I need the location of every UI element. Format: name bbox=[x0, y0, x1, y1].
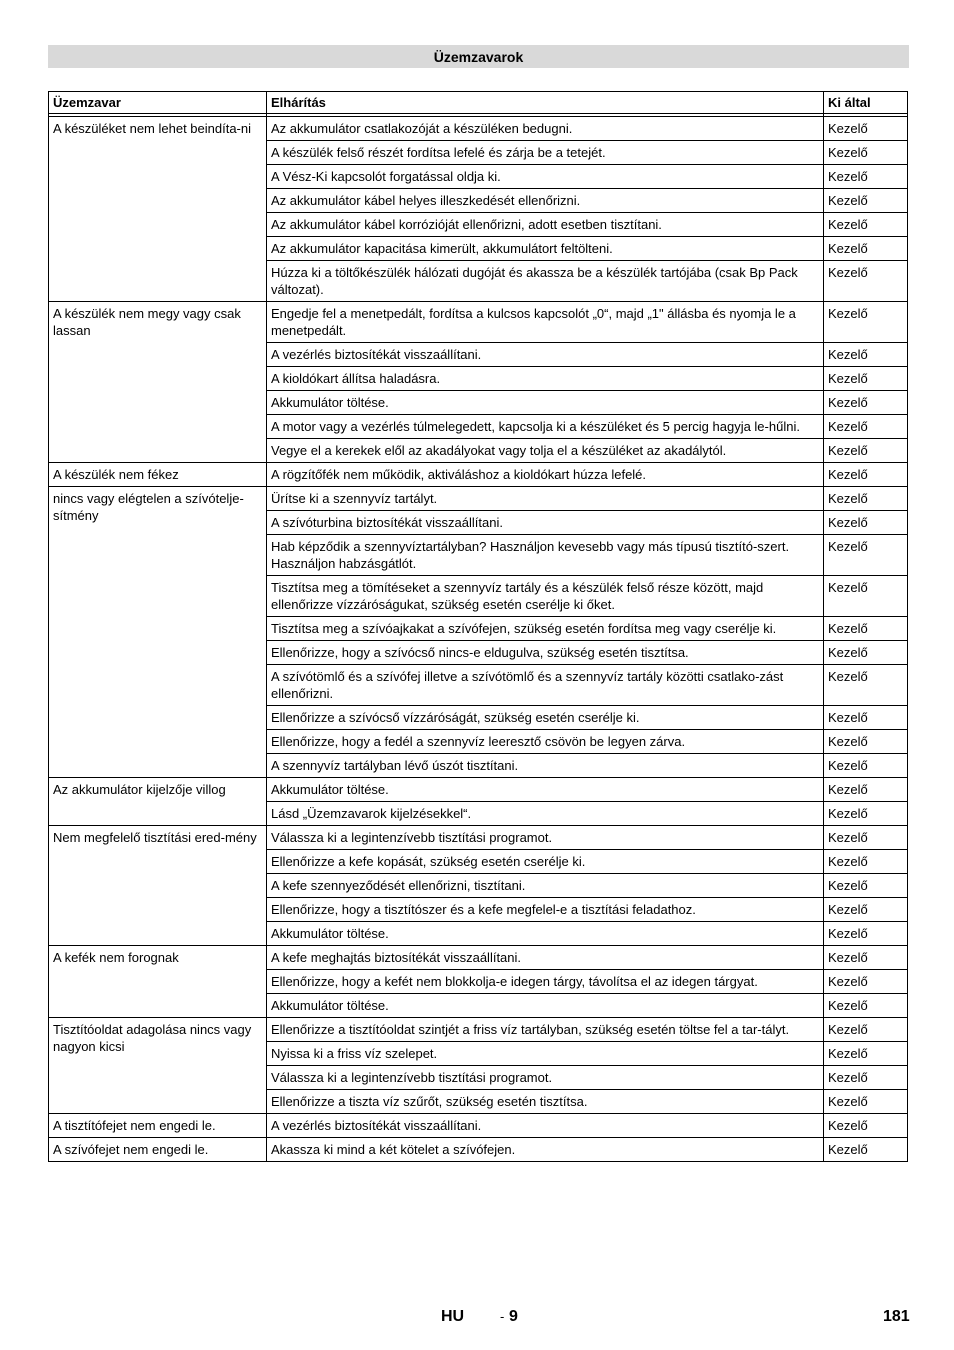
remedy-cell: Válassza ki a legintenzívebb tisztítási programot. bbox=[267, 1066, 824, 1090]
footer-page-number: 181 bbox=[883, 1308, 910, 1325]
fault-cell: A készüléket nem lehet beindíta-ni bbox=[49, 117, 267, 302]
troubleshooting-table bbox=[48, 91, 908, 1162]
remedy-cell: A vezérlés biztosítékát visszaállítani. bbox=[267, 1114, 824, 1138]
responsible-cell: Kezelő bbox=[824, 141, 908, 165]
table-row bbox=[49, 1138, 908, 1162]
table-header-row bbox=[49, 92, 908, 114]
responsible-cell: Kezelő bbox=[824, 850, 908, 874]
remedy-cell: A kefe szennyeződését ellenőrizni, tisztítani. bbox=[267, 874, 824, 898]
fault-cell: A tisztítófejet nem engedi le. bbox=[49, 1114, 267, 1138]
responsible-cell: Kezelő bbox=[824, 922, 908, 946]
responsible-cell: Kezelő bbox=[824, 511, 908, 535]
responsible-cell: Kezelő bbox=[824, 826, 908, 850]
responsible-cell: Kezelő bbox=[824, 1090, 908, 1114]
fault-cell: A készülék nem megy vagy csak lassan bbox=[49, 302, 267, 463]
remedy-cell: A kioldókart állítsa haladásra. bbox=[267, 367, 824, 391]
section-title: Üzemzavarok bbox=[48, 45, 909, 68]
footer-language: HU bbox=[441, 1308, 465, 1325]
header-remedy: Elhárítás bbox=[267, 92, 824, 114]
table-row bbox=[49, 463, 908, 487]
remedy-cell: Ellenőrizze, hogy a szívócső nincs-e eldugulva, szükség esetén tisztítsa. bbox=[267, 641, 824, 665]
responsible-cell: Kezelő bbox=[824, 576, 908, 617]
responsible-cell: Kezelő bbox=[824, 165, 908, 189]
responsible-cell: Kezelő bbox=[824, 463, 908, 487]
remedy-cell: Húzza ki a töltőkészülék hálózati dugóját és akassza be a készülék tartójába (csak Bp Pack változat). bbox=[267, 261, 824, 302]
remedy-cell: Ellenőrizze, hogy a fedél a szennyvíz leeresztő csövön be legyen zárva. bbox=[267, 730, 824, 754]
remedy-cell: Ellenőrizze a szívócső vízzáróságát, szükség esetén cserélje ki. bbox=[267, 706, 824, 730]
responsible-cell: Kezelő bbox=[824, 213, 908, 237]
responsible-cell: Kezelő bbox=[824, 874, 908, 898]
remedy-cell: Ellenőrizze a kefe kopását, szükség esetén cserélje ki. bbox=[267, 850, 824, 874]
remedy-cell: Az akkumulátor kábel helyes illeszkedését ellenőrizni. bbox=[267, 189, 824, 213]
header-fault: Üzemzavar bbox=[49, 92, 267, 114]
remedy-cell: Vegye el a kerekek elől az akadályokat vagy tolja el a készüléket az akadálytól. bbox=[267, 439, 824, 463]
remedy-cell: Akkumulátor töltése. bbox=[267, 391, 824, 415]
remedy-cell: A szívóturbina biztosítékát visszaállítani. bbox=[267, 511, 824, 535]
remedy-cell: Engedje fel a menetpedált, fordítsa a kulcsos kapcsolót „0“, majd „1" állásba és nyomja le a menetpedált. bbox=[267, 302, 824, 343]
fault-cell: A készülék nem fékez bbox=[49, 463, 267, 487]
remedy-cell: Tisztítsa meg a tömítéseket a szennyvíz tartály és a készülék felső része között, majd ellenőrizze vízzáróságukat, szükség esetén cserélje ki őket. bbox=[267, 576, 824, 617]
fault-cell: Tisztítóoldat adagolása nincs vagy nagyon kicsi bbox=[49, 1018, 267, 1114]
remedy-cell: Akkumulátor töltése. bbox=[267, 778, 824, 802]
remedy-cell: A szennyvíz tartályban lévő úszót tisztítani. bbox=[267, 754, 824, 778]
remedy-cell: Akkumulátor töltése. bbox=[267, 994, 824, 1018]
responsible-cell: Kezelő bbox=[824, 778, 908, 802]
responsible-cell: Kezelő bbox=[824, 1114, 908, 1138]
responsible-cell: Kezelő bbox=[824, 535, 908, 576]
responsible-cell: Kezelő bbox=[824, 754, 908, 778]
responsible-cell: Kezelő bbox=[824, 415, 908, 439]
fault-cell: Az akkumulátor kijelzője villog bbox=[49, 778, 267, 826]
responsible-cell: Kezelő bbox=[824, 1042, 908, 1066]
fault-cell: A kefék nem forognak bbox=[49, 946, 267, 1018]
responsible-cell: Kezelő bbox=[824, 665, 908, 706]
responsible-cell: Kezelő bbox=[824, 1138, 908, 1162]
remedy-cell: Ellenőrizze a tisztítóoldat szintjét a friss víz tartályban, szükség esetén töltse fel a tar-tályt. bbox=[267, 1018, 824, 1042]
responsible-cell: Kezelő bbox=[824, 391, 908, 415]
responsible-cell: Kezelő bbox=[824, 617, 908, 641]
fault-cell: nincs vagy elégtelen a szívótelje-sítmény bbox=[49, 487, 267, 778]
remedy-cell: A rögzítőfék nem működik, aktiváláshoz a kioldókart húzza lefelé. bbox=[267, 463, 824, 487]
header-responsible: Ki által bbox=[824, 92, 908, 114]
responsible-cell: Kezelő bbox=[824, 439, 908, 463]
responsible-cell: Kezelő bbox=[824, 261, 908, 302]
remedy-cell: Az akkumulátor kapacitása kimerült, akkumulátort feltölteni. bbox=[267, 237, 824, 261]
responsible-cell: Kezelő bbox=[824, 1018, 908, 1042]
table-row bbox=[49, 117, 908, 141]
remedy-cell: Akkumulátor töltése. bbox=[267, 922, 824, 946]
responsible-cell: Kezelő bbox=[824, 802, 908, 826]
remedy-cell: Lásd „Üzemzavarok kijelzésekkel“. bbox=[267, 802, 824, 826]
table-body bbox=[49, 114, 908, 1162]
remedy-cell: Ellenőrizze, hogy a kefét nem blokkolja-e idegen tárgy, távolítsa el az idegen tárgyat. bbox=[267, 970, 824, 994]
responsible-cell: Kezelő bbox=[824, 367, 908, 391]
fault-cell: Nem megfelelő tisztítási ered-mény bbox=[49, 826, 267, 946]
responsible-cell: Kezelő bbox=[824, 302, 908, 343]
responsible-cell: Kezelő bbox=[824, 898, 908, 922]
fault-cell: A szívófejet nem engedi le. bbox=[49, 1138, 267, 1162]
responsible-cell: Kezelő bbox=[824, 706, 908, 730]
footer-dash: - bbox=[500, 1309, 505, 1324]
remedy-cell: Hab képződik a szennyvíztartályban? Használjon kevesebb vagy más típusú tisztító-szert. Használjon habzásgátlót. bbox=[267, 535, 824, 576]
remedy-cell: Ürítse ki a szennyvíz tartályt. bbox=[267, 487, 824, 511]
remedy-cell: Az akkumulátor csatlakozóját a készüléken bedugni. bbox=[267, 117, 824, 141]
remedy-cell: Ellenőrizze, hogy a tisztítószer és a kefe megfelel-e a tisztítási feladathoz. bbox=[267, 898, 824, 922]
remedy-cell: Tisztítsa meg a szívóajkakat a szívófejen, szükség esetén fordítsa meg vagy cserélje ki. bbox=[267, 617, 824, 641]
remedy-cell: A kefe meghajtás biztosítékát visszaállítani. bbox=[267, 946, 824, 970]
footer-section-page: 9 bbox=[509, 1308, 518, 1325]
responsible-cell: Kezelő bbox=[824, 117, 908, 141]
remedy-cell: Válassza ki a legintenzívebb tisztítási programot. bbox=[267, 826, 824, 850]
remedy-cell: A vezérlés biztosítékát visszaállítani. bbox=[267, 343, 824, 367]
responsible-cell: Kezelő bbox=[824, 237, 908, 261]
remedy-cell: Akassza ki mind a két kötelet a szívófejen. bbox=[267, 1138, 824, 1162]
responsible-cell: Kezelő bbox=[824, 970, 908, 994]
remedy-cell: Ellenőrizze a tiszta víz szűrőt, szükség esetén tisztítsa. bbox=[267, 1090, 824, 1114]
table-row bbox=[49, 946, 908, 970]
table-row bbox=[49, 826, 908, 850]
remedy-cell: A készülék felső részét fordítsa lefelé és zárja be a tetejét. bbox=[267, 141, 824, 165]
table-row bbox=[49, 1114, 908, 1138]
remedy-cell: A motor vagy a vezérlés túlmelegedett, kapcsolja ki a készüléket és 5 percig hagyja le-hűlni. bbox=[267, 415, 824, 439]
responsible-cell: Kezelő bbox=[824, 641, 908, 665]
responsible-cell: Kezelő bbox=[824, 189, 908, 213]
responsible-cell: Kezelő bbox=[824, 1066, 908, 1090]
remedy-cell: Az akkumulátor kábel korrózióját ellenőrizni, adott esetben tisztítani. bbox=[267, 213, 824, 237]
responsible-cell: Kezelő bbox=[824, 730, 908, 754]
remedy-cell: A szívótömlő és a szívófej illetve a szívótömlő és a szennyvíz tartály közötti csatlako-zást ellenőrizni. bbox=[267, 665, 824, 706]
remedy-cell: Nyissa ki a friss víz szelepet. bbox=[267, 1042, 824, 1066]
table-row bbox=[49, 302, 908, 343]
remedy-cell: A Vész-Ki kapcsolót forgatással oldja ki. bbox=[267, 165, 824, 189]
table-row bbox=[49, 1018, 908, 1042]
responsible-cell: Kezelő bbox=[824, 994, 908, 1018]
table-row bbox=[49, 778, 908, 802]
table-row bbox=[49, 487, 908, 511]
responsible-cell: Kezelő bbox=[824, 343, 908, 367]
responsible-cell: Kezelő bbox=[824, 487, 908, 511]
responsible-cell: Kezelő bbox=[824, 946, 908, 970]
